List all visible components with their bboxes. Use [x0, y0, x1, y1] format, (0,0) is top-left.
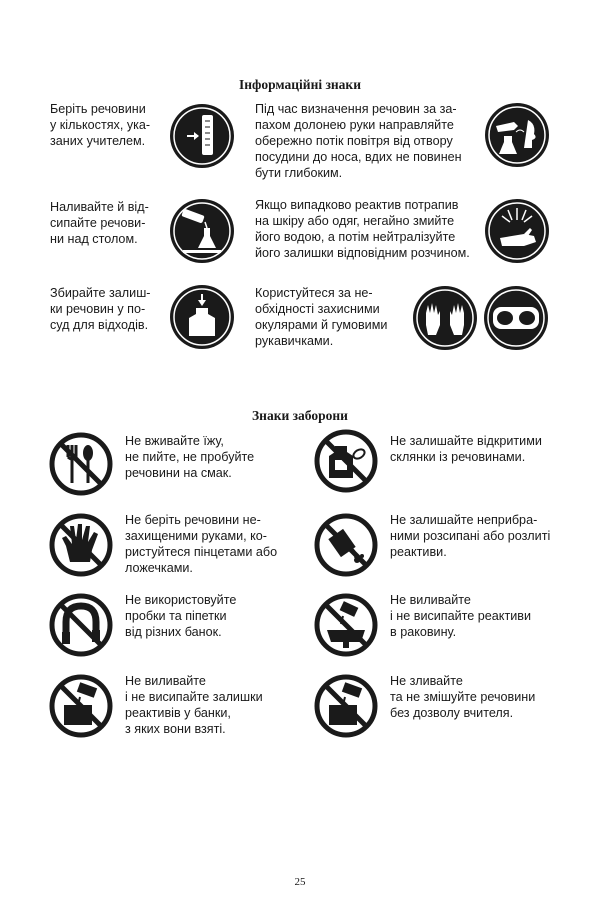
ban-sign-text: Не зливайте та не змішуйте речовини без дозволу вчителя.	[390, 674, 536, 720]
info-sign-text: Якщо випадково реактив потрапив на шкіру або одяг, негайно змийте його водою, а потім нейтралізуйте його залишки відповідним розчином.	[255, 198, 470, 260]
section-heading-info: Інформаційні знаки	[238, 77, 361, 92]
no-mixing-stoppers-icon	[48, 592, 114, 658]
info-sign-text: Наливайте й від- сипайте речови- ни над столом.	[50, 200, 149, 246]
no-mixing-icon	[313, 673, 379, 739]
wafting-smell-icon	[484, 102, 550, 168]
ban-sign-text: Не використовуйте пробки та піпетки від різних банок.	[125, 593, 237, 639]
pouring-over-table-icon	[169, 198, 235, 264]
info-sign-text: Беріть речовини у кількостях, ука- заних учителем.	[50, 102, 151, 148]
ban-sign-text: Не виливайте і не висипайте реактиви в раковину.	[390, 593, 531, 639]
ban-sign-text: Не вживайте їжу, не пийте, не пробуйте речовини на смак.	[125, 434, 255, 480]
info-sign-text: Збирайте залиш- ки речовин у по- суд для відходів.	[50, 286, 151, 332]
ban-sign-text: Не залишайте неприбра- ними розсипані або розлиті реактиви.	[390, 513, 551, 559]
page-number: 25	[294, 876, 306, 888]
section-heading-ban: Знаки заборони	[252, 408, 348, 423]
no-bare-hands-icon	[48, 512, 114, 578]
goggles-icon	[483, 285, 549, 351]
info-sign-text: Під час визначення речовин за за- пахом долонею руки направляйте обережно потік повітря від отвору посудини до носа, вдих не повинен бути глибоким.	[255, 102, 462, 180]
info-sign-text: Користуйтеся за не- обхідності захисними окулярами й гумовими рукавичками.	[255, 286, 388, 348]
hand-rinse-icon	[484, 198, 550, 264]
no-spills-icon	[313, 512, 379, 578]
waste-container-icon	[169, 284, 235, 350]
no-open-jars-icon	[313, 428, 379, 494]
no-return-to-jar-icon	[48, 673, 114, 739]
measuring-cylinder-icon	[169, 103, 235, 169]
no-sink-disposal-icon	[313, 592, 379, 658]
no-eating-icon	[48, 431, 114, 497]
ban-sign-text: Не виливайте і не висипайте залишки реактивів у банки, з яких вони взяті.	[125, 674, 263, 736]
ban-sign-text: Не беріть речовини не- захищеними руками, ко- ристуйтеся пінцетами або ложечками.	[125, 513, 278, 575]
gloves-icon	[412, 285, 478, 351]
ban-sign-text: Не залишайте відкритими склянки із речовинами.	[390, 434, 542, 464]
